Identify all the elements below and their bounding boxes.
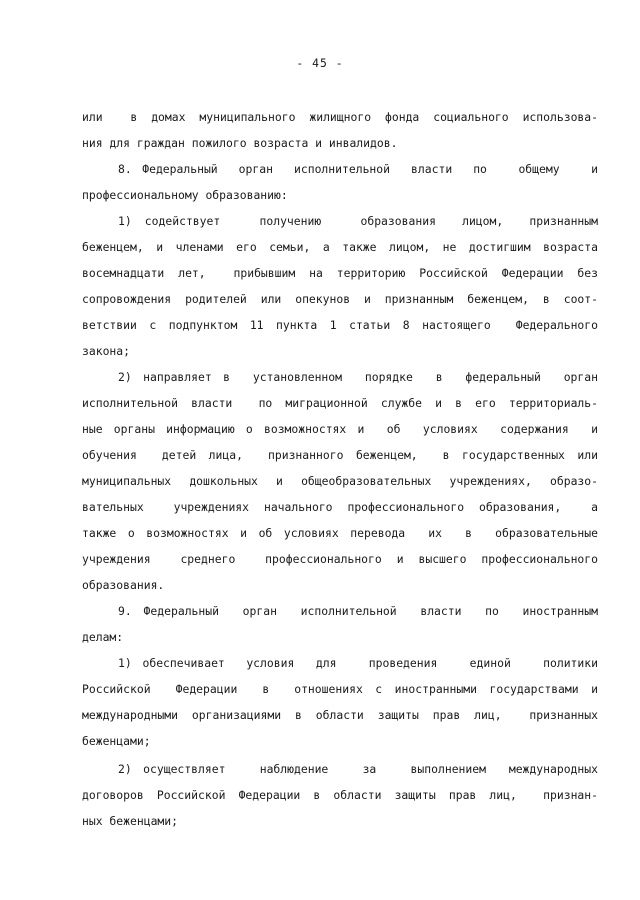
text-line: исполнительной власти по миграционной службе и в его территориаль- (82, 396, 598, 410)
paragraph-first-line: 2) направляет в установленном порядке в федеральный орган (118, 370, 598, 384)
text-line: образования. (82, 578, 165, 592)
paragraph-first-line: 1) обеспечивает условия для проведения единой политики (118, 656, 598, 670)
text-line: вательных учреждениях начального профессионального образования, а (82, 500, 598, 514)
paragraph-first-line: 8. Федеральный орган исполнительной власти по общему и (118, 162, 598, 176)
paragraph-first-line: 1) содействует получению образования лицом, признанным (118, 214, 598, 228)
text-line: или в домах муниципального жилищного фонда социального использова- (82, 110, 598, 124)
paragraph-first-line: 2) осуществляет наблюдение за выполнением международных (118, 762, 598, 776)
text-line: международными организациями в области защиты прав лиц, признанных (82, 708, 598, 722)
page-number: - 45 - (296, 56, 344, 70)
text-line: также о возможностях и об условиях перевода их в образовательные (82, 526, 598, 540)
text-line: ные органы информацию о возможностях и об условиях содержания и (82, 422, 598, 436)
text-line: ния для граждан пожилого возраста и инвалидов. (82, 136, 398, 150)
text-line: беженцем, и членами его семьи, а также лицом, не достигшим возраста (82, 240, 598, 254)
text-line: ветствии с подпунктом 11 пункта 1 статьи 8 настоящего Федерального (82, 318, 598, 332)
text-line: ных беженцами; (82, 814, 179, 828)
text-line: делам: (82, 630, 124, 644)
text-line: договоров Российской Федерации в области защиты прав лиц, признан- (82, 788, 598, 802)
text-line: профессиональному образованию: (82, 188, 288, 202)
text-line: муниципальных дошкольных и общеобразовательных учреждениях, образо- (82, 474, 598, 488)
text-line: сопровождения родителей или опекунов и признанным беженцем, в соот- (82, 292, 598, 306)
text-line: Российской Федерации в отношениях с иностранными государствами и (82, 682, 598, 696)
text-line: обучения детей лица, признанного беженцем, в государственных или (82, 448, 598, 462)
text-line: восемнадцати лет, прибывшим на территорию Российской Федерации без (82, 266, 598, 280)
paragraph-first-line: 9. Федеральный орган исполнительной власти по иностранным (118, 604, 598, 618)
text-line: учреждения среднего профессионального и высшего профессионального (82, 552, 598, 566)
text-line: беженцами; (82, 734, 151, 748)
text-line: закона; (82, 344, 131, 358)
